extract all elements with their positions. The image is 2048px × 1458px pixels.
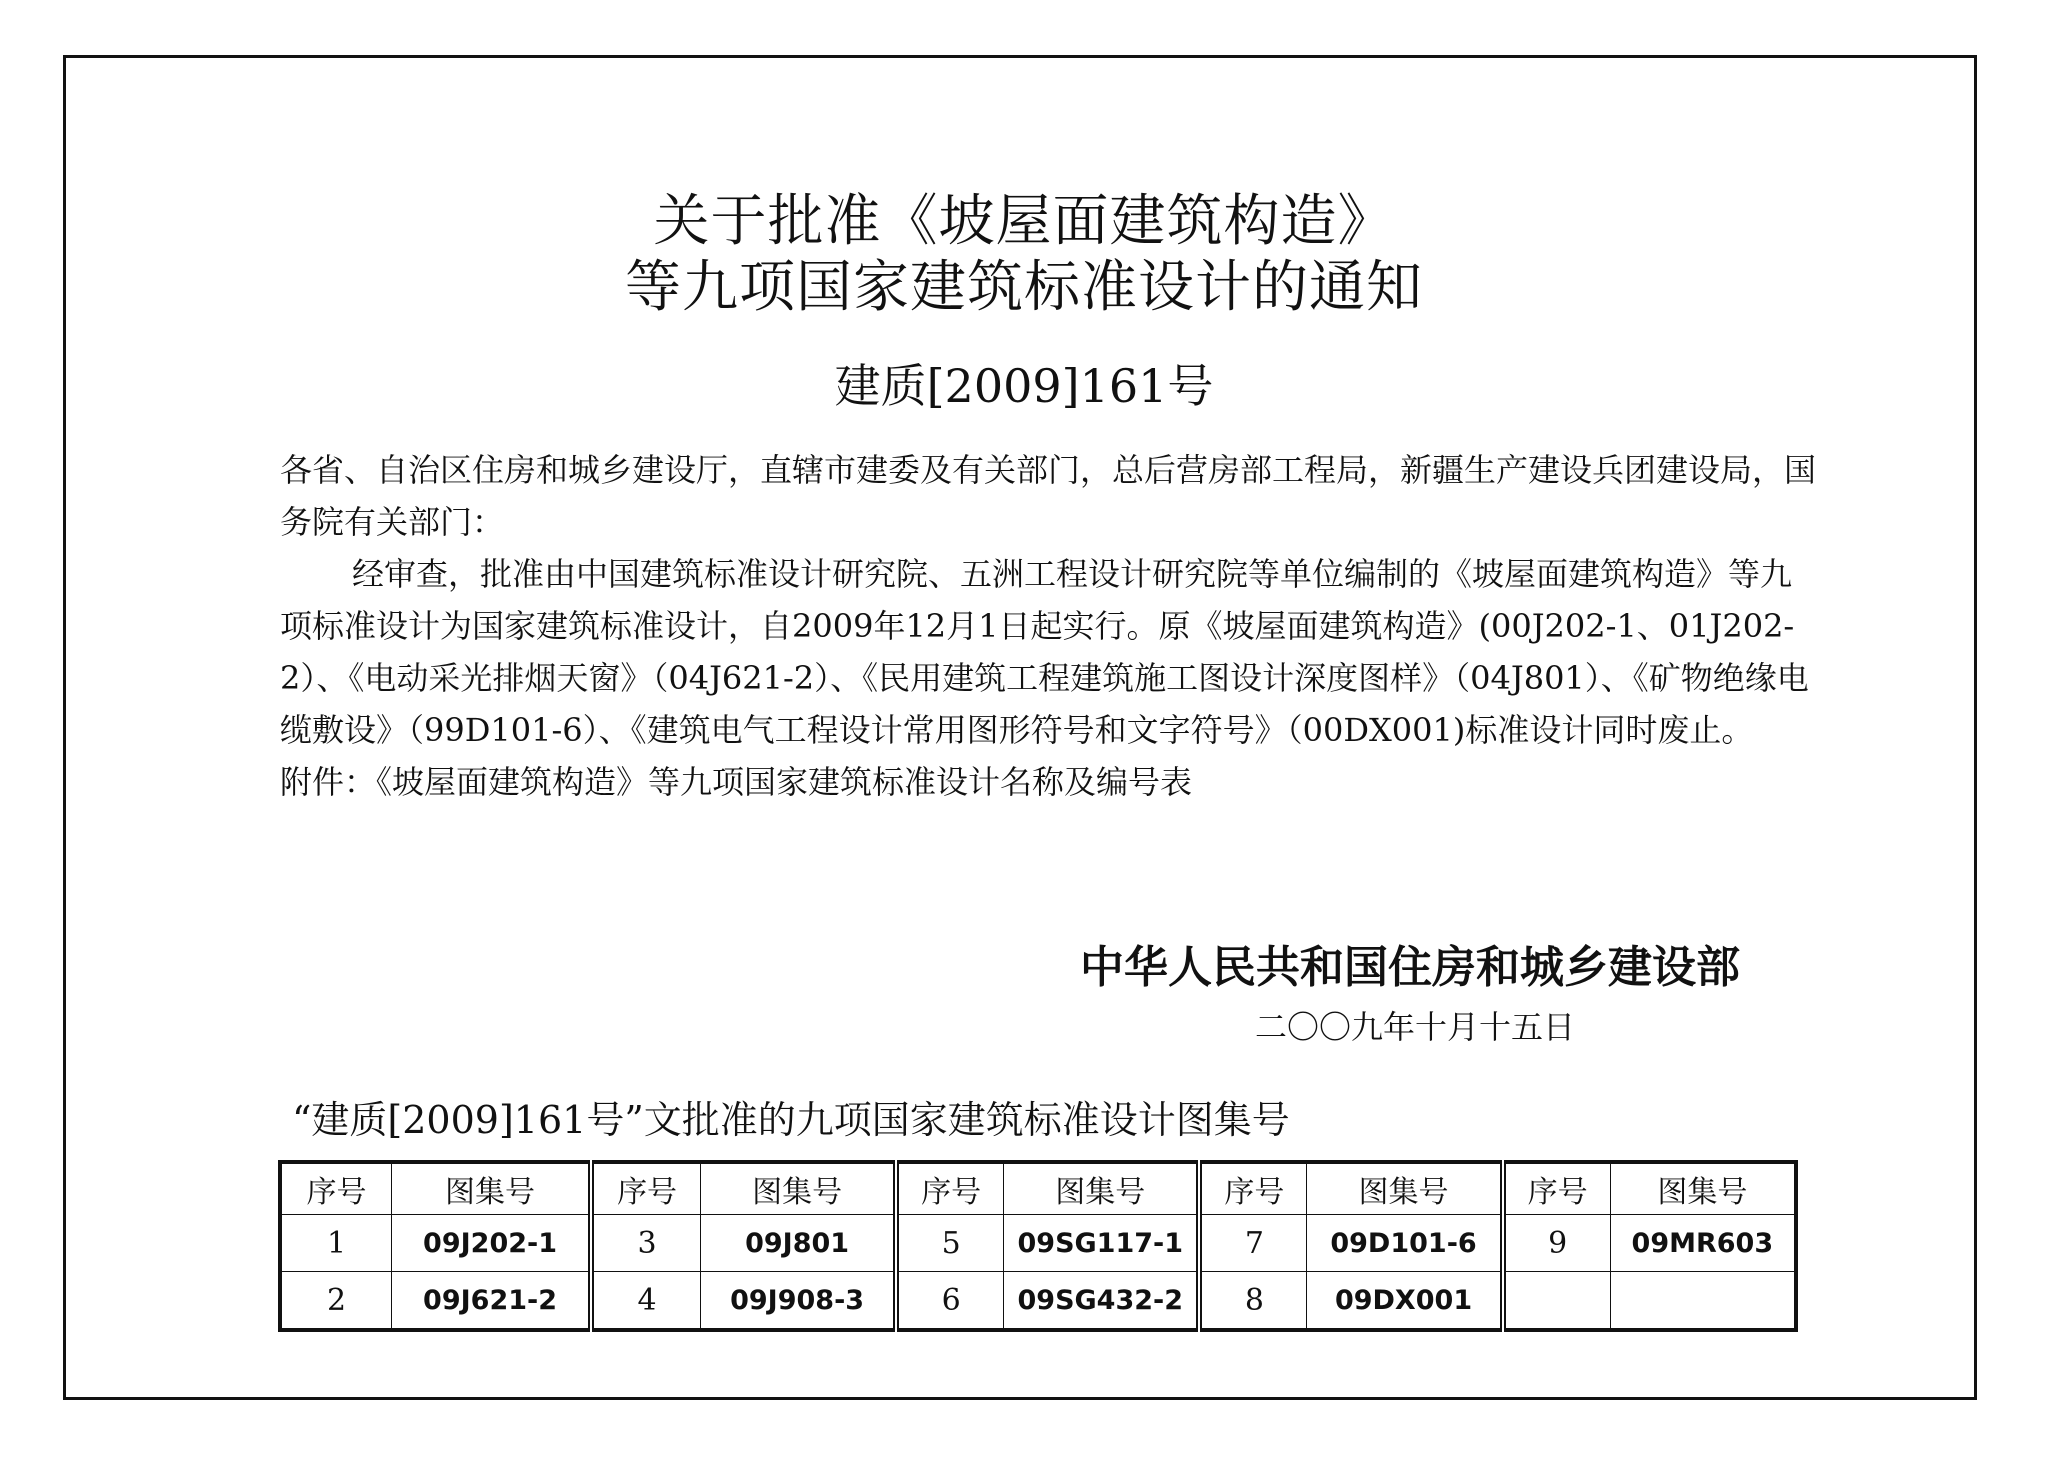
- table-caption: “建质[2009]161号”文批准的九项国家建筑标准设计图集号: [292, 1098, 1290, 1142]
- code-cell: 09DX001: [1307, 1272, 1503, 1331]
- header-seq: 序号: [280, 1162, 392, 1215]
- seq-cell: 6: [896, 1272, 1004, 1331]
- seq-cell: 5: [896, 1215, 1004, 1272]
- issue-date: 二〇〇九年十月十五日: [1255, 1008, 1576, 1046]
- header-seq: 序号: [1503, 1162, 1611, 1215]
- header-code: 图集号: [392, 1162, 592, 1215]
- document-number: 建质[2009]161号: [834, 359, 1214, 413]
- table-row: [280, 1272, 1796, 1331]
- code-cell: 09J621-2: [392, 1272, 592, 1331]
- issuing-authority: 中华人民共和国住房和城乡建设部: [1080, 942, 1740, 993]
- code-cell: 09J202-1: [392, 1215, 592, 1272]
- code-cell: 09J908-3: [701, 1272, 897, 1331]
- atlas-number-table: [278, 1160, 1798, 1332]
- code-cell: 09D101-6: [1307, 1215, 1503, 1272]
- code-cell: 09MR603: [1610, 1215, 1796, 1272]
- seq-cell: 7: [1199, 1215, 1307, 1272]
- seq-cell: 2: [280, 1272, 392, 1331]
- code-cell: 09SG432-2: [1004, 1272, 1200, 1331]
- seq-cell: [1503, 1272, 1611, 1331]
- attachment-line: 附件：《坡屋面建筑构造》等九项国家建筑标准设计名称及编号表: [280, 763, 1193, 801]
- seq-cell: 1: [280, 1215, 392, 1272]
- header-code: 图集号: [1610, 1162, 1796, 1215]
- notice-title-line2: 等九项国家建筑标准设计的通知: [625, 255, 1423, 320]
- notice-body: [280, 444, 1820, 808]
- header-code: 图集号: [1004, 1162, 1200, 1215]
- seq-cell: 9: [1503, 1215, 1611, 1272]
- seq-cell: 3: [591, 1215, 701, 1272]
- table-header-row: [280, 1162, 1796, 1215]
- header-code: 图集号: [1307, 1162, 1503, 1215]
- header-code: 图集号: [701, 1162, 897, 1215]
- header-seq: 序号: [1199, 1162, 1307, 1215]
- approval-paragraph: 经审查，批准由中国建筑标准设计研究院、五洲工程设计研究院等单位编制的《坡屋面建筑构造》等九项标准设计为国家建筑标准设计，自2009年12月1日起实行。原《坡屋面建筑构造》(00J202-1、01J202-2）、《电动采光排烟天窗》（04J621-2）、《民用建筑工程建筑施工图设计深度图样》（04J801）、《矿物绝缘电缆敷设》（99D101-6）、《建筑电气工程设计常用图形符号和文字符号》（00DX001)标准设计同时废止。: [280, 555, 1809, 749]
- code-cell: 09J801: [701, 1215, 897, 1272]
- table-row: [280, 1215, 1796, 1272]
- notice-title-line1: 关于批准《坡屋面建筑构造》: [653, 189, 1395, 254]
- header-seq: 序号: [591, 1162, 701, 1215]
- header-seq: 序号: [896, 1162, 1004, 1215]
- seq-cell: 4: [591, 1272, 701, 1331]
- seq-cell: 8: [1199, 1272, 1307, 1331]
- recipients-paragraph: 各省、自治区住房和城乡建设厅，直辖市建委及有关部门，总后营房部工程局，新疆生产建设兵团建设局，国务院有关部门：: [280, 451, 1817, 541]
- code-cell: 09SG117-1: [1004, 1215, 1200, 1272]
- code-cell: [1610, 1272, 1796, 1331]
